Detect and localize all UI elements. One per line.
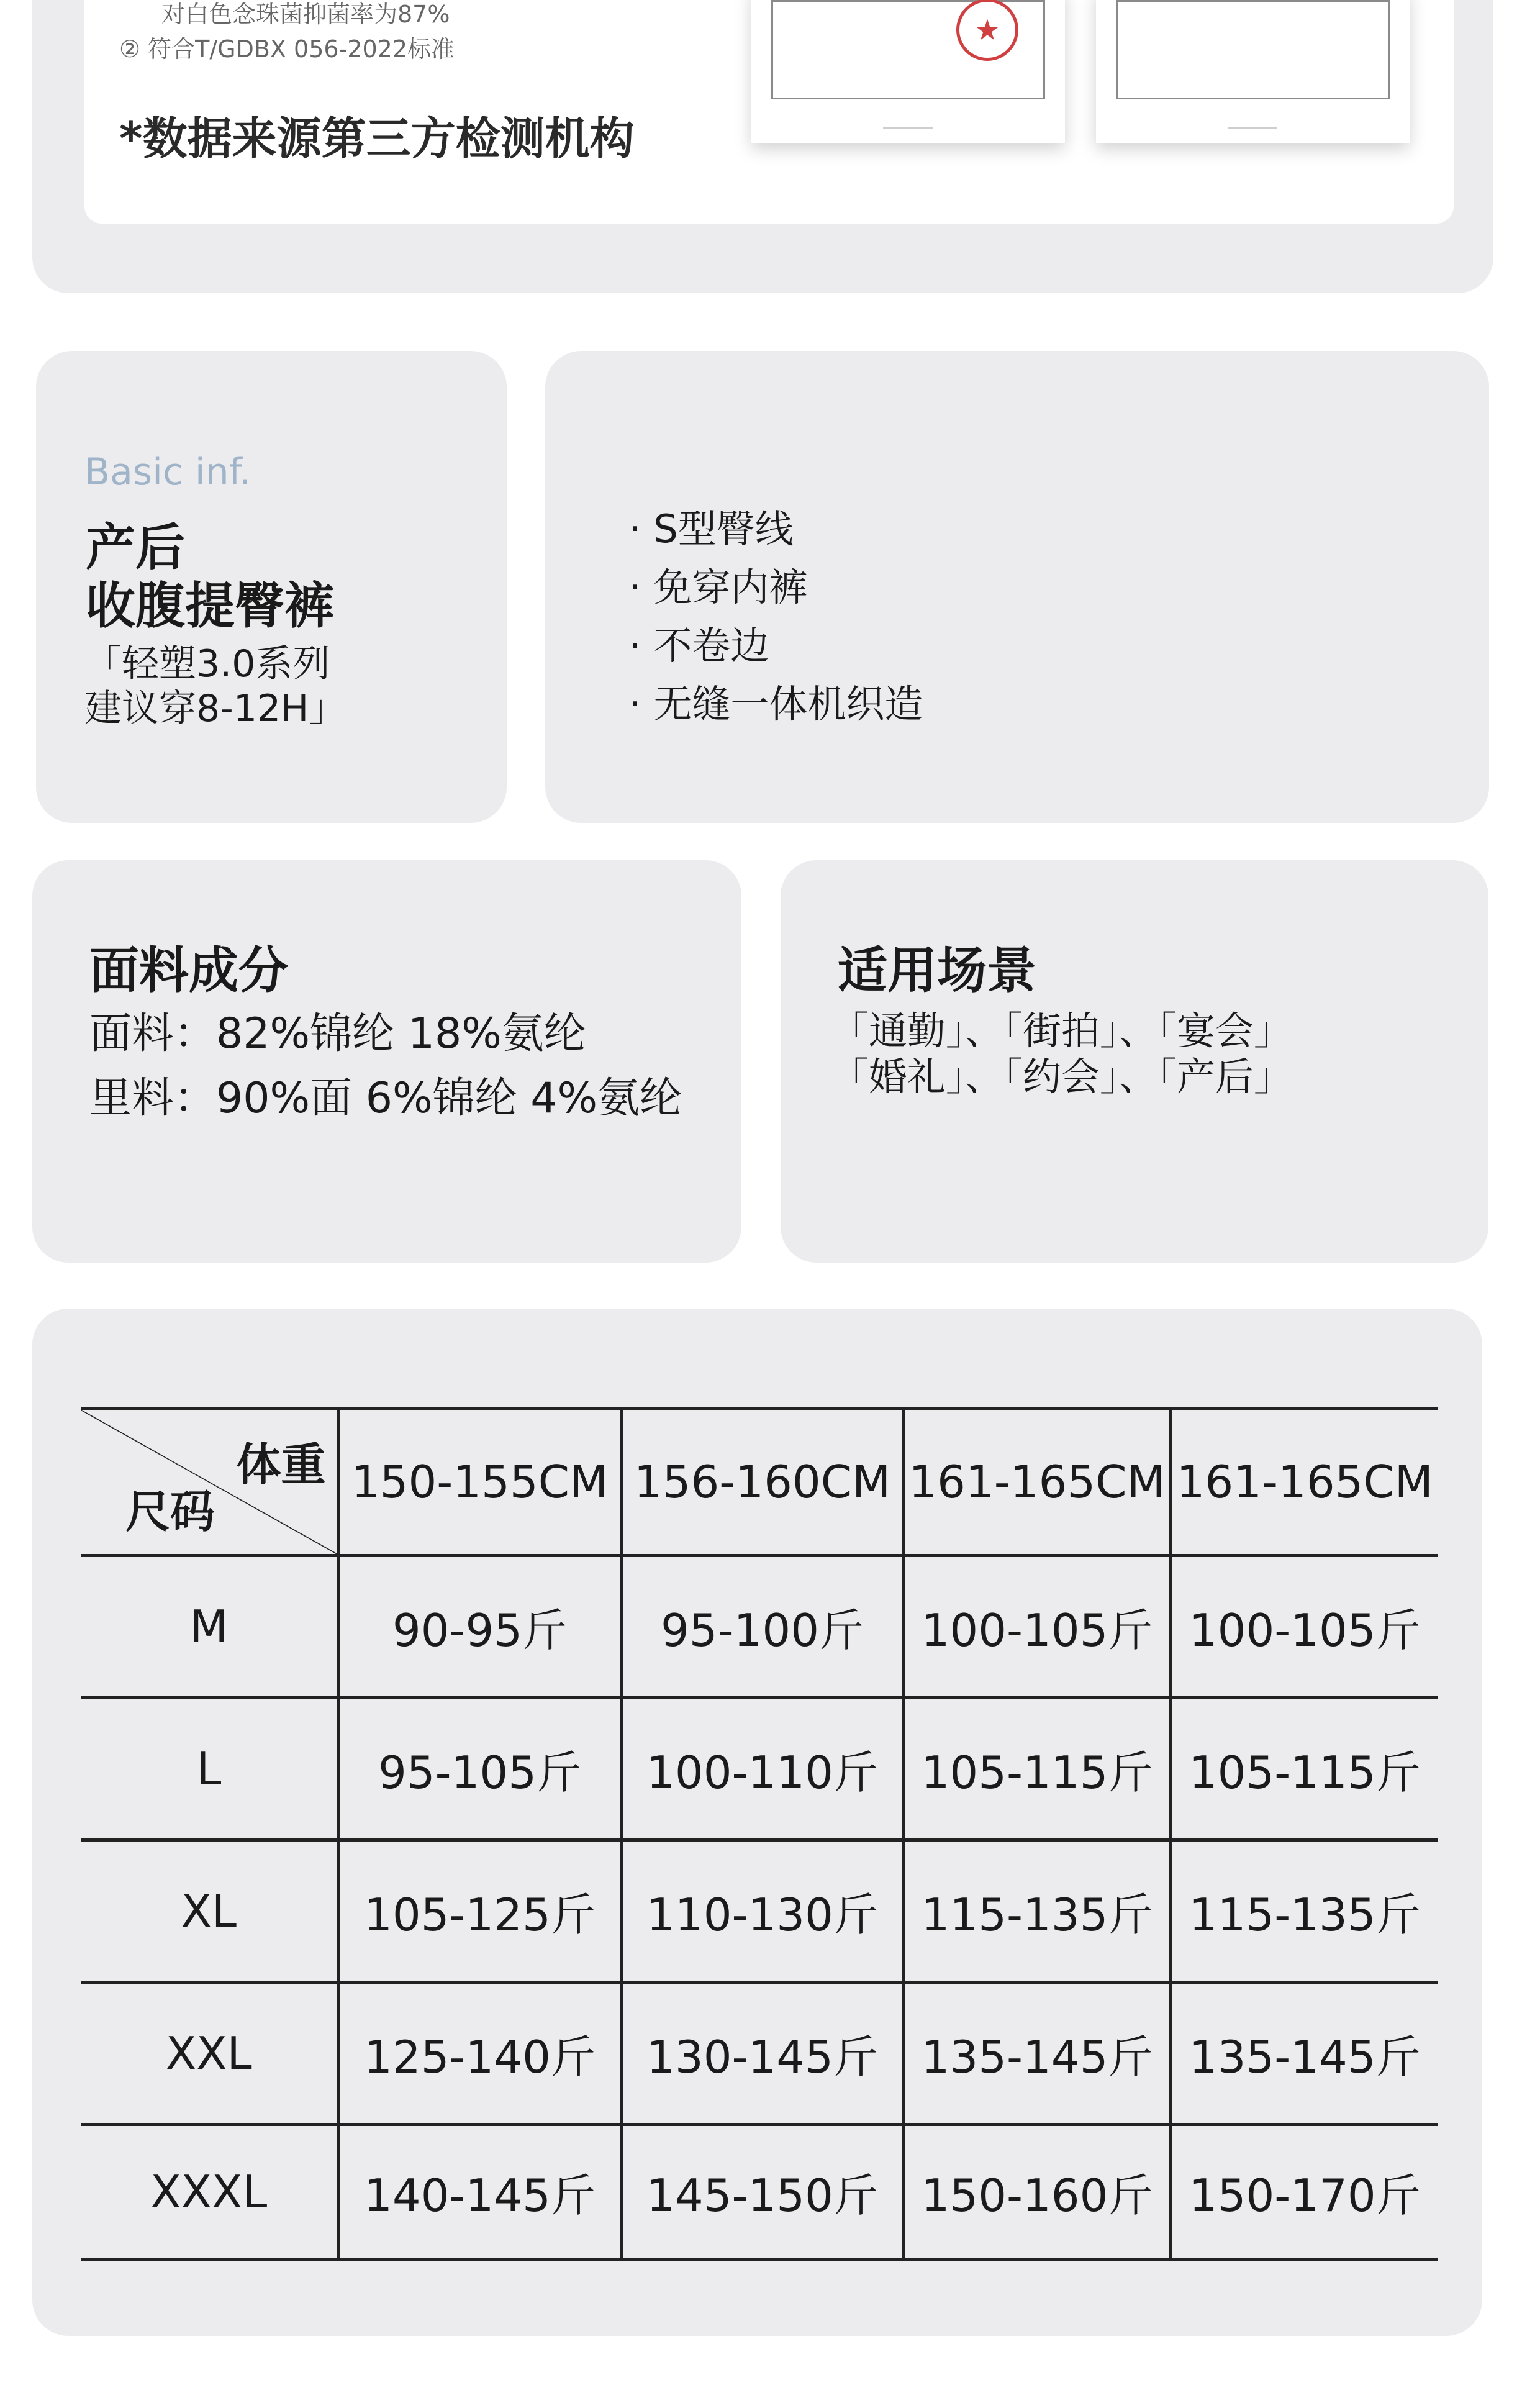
table-cell: 105-125斤: [338, 1840, 621, 1983]
report-footer-mark: [1228, 127, 1277, 129]
table-cell: 100-105斤: [904, 1556, 1171, 1698]
table-header-row: [81, 1409, 1438, 1556]
table-row: [81, 2125, 1438, 2260]
table-cell: 130-145斤: [621, 1983, 904, 2125]
feature-item: · 不卷边: [629, 623, 769, 668]
scene-line: 「通勤」、「街拍」、「宴会」: [830, 1008, 1293, 1053]
height-header: 156-160CM: [621, 1409, 904, 1556]
fabric-card: [32, 860, 741, 1263]
feature-list: [629, 500, 923, 734]
size-chart-table: [81, 1407, 1438, 2261]
data-source-note: *数据来源第三方检测机构: [119, 112, 635, 165]
table-row: [81, 1556, 1438, 1698]
feature-item: · 免穿内裤: [629, 565, 808, 610]
table-cell: 100-110斤: [621, 1698, 904, 1840]
size-label: XL: [81, 1840, 338, 1983]
corner-cell: [81, 1409, 338, 1556]
height-header: 161-165CM: [1171, 1409, 1438, 1556]
weight-header: 体重: [236, 1438, 326, 1491]
basic-info-tag: Basic inf.: [84, 450, 251, 494]
table-row: [81, 1840, 1438, 1983]
fabric-composition: [89, 1002, 682, 1131]
table-cell: 115-135斤: [1171, 1840, 1438, 1983]
features-card: [545, 351, 1489, 823]
scene-list: [830, 1008, 1292, 1100]
size-header: 尺码: [125, 1486, 215, 1538]
scenes-card: [781, 860, 1488, 1263]
scenes-title: 适用场景: [838, 942, 1036, 999]
product-title: 产后 收腹提臀裤: [86, 519, 334, 635]
height-header: 150-155CM: [338, 1409, 621, 1556]
fabric-title: 面料成分: [89, 942, 288, 999]
table-cell: 150-160斤: [904, 2125, 1171, 2260]
table-cell: 145-150斤: [621, 2125, 904, 2260]
report-footer-mark: [883, 127, 933, 129]
table-cell: 135-145斤: [1171, 1983, 1438, 2125]
table-cell: 90-95斤: [338, 1556, 621, 1698]
basic-info-card: [36, 351, 507, 823]
test-report-image-2: [1096, 0, 1410, 143]
feature-item: · 无缝一体机织造: [629, 681, 923, 727]
table-cell: 105-115斤: [904, 1698, 1171, 1840]
table-cell: 110-130斤: [621, 1840, 904, 1983]
table-cell: 125-140斤: [338, 1983, 621, 2125]
certificate-note-1: 对白色念珠菌抑菌率为87%: [161, 1, 450, 28]
table-row: [81, 1983, 1438, 2125]
size-label: M: [81, 1556, 338, 1698]
table-cell: 95-100斤: [621, 1556, 904, 1698]
size-label: XXXL: [81, 2125, 338, 2260]
product-subtitle: 「轻塑3.0系列 建议穿8-12H」: [84, 642, 346, 730]
table-cell: 140-145斤: [338, 2125, 621, 2260]
test-report-image: [751, 0, 1065, 143]
size-label: XXL: [81, 1983, 338, 2125]
report-frame: [1116, 0, 1390, 99]
size-label: L: [81, 1698, 338, 1840]
feature-item: · S型臀线: [629, 506, 794, 552]
scene-line: 「婚礼」、「约会」、「产后」: [830, 1054, 1293, 1099]
table-row: [81, 1698, 1438, 1840]
table-cell: 135-145斤: [904, 1983, 1171, 2125]
table-cell: 150-170斤: [1171, 2125, 1438, 2260]
certificate-note-2: ② 符合T/GDBX 056-2022标准: [119, 35, 455, 63]
height-header: 161-165CM: [904, 1409, 1171, 1556]
outer-fabric: 面料：82%锦纶 18%氨纶: [89, 1009, 586, 1058]
table-cell: 115-135斤: [904, 1840, 1171, 1983]
table-cell: 105-115斤: [1171, 1698, 1438, 1840]
table-cell: 100-105斤: [1171, 1556, 1438, 1698]
red-seal-icon: ★: [956, 0, 1018, 61]
table-cell: 95-105斤: [338, 1698, 621, 1840]
lining-fabric: 里料：90%面 6%锦纶 4%氨纶: [89, 1074, 682, 1123]
